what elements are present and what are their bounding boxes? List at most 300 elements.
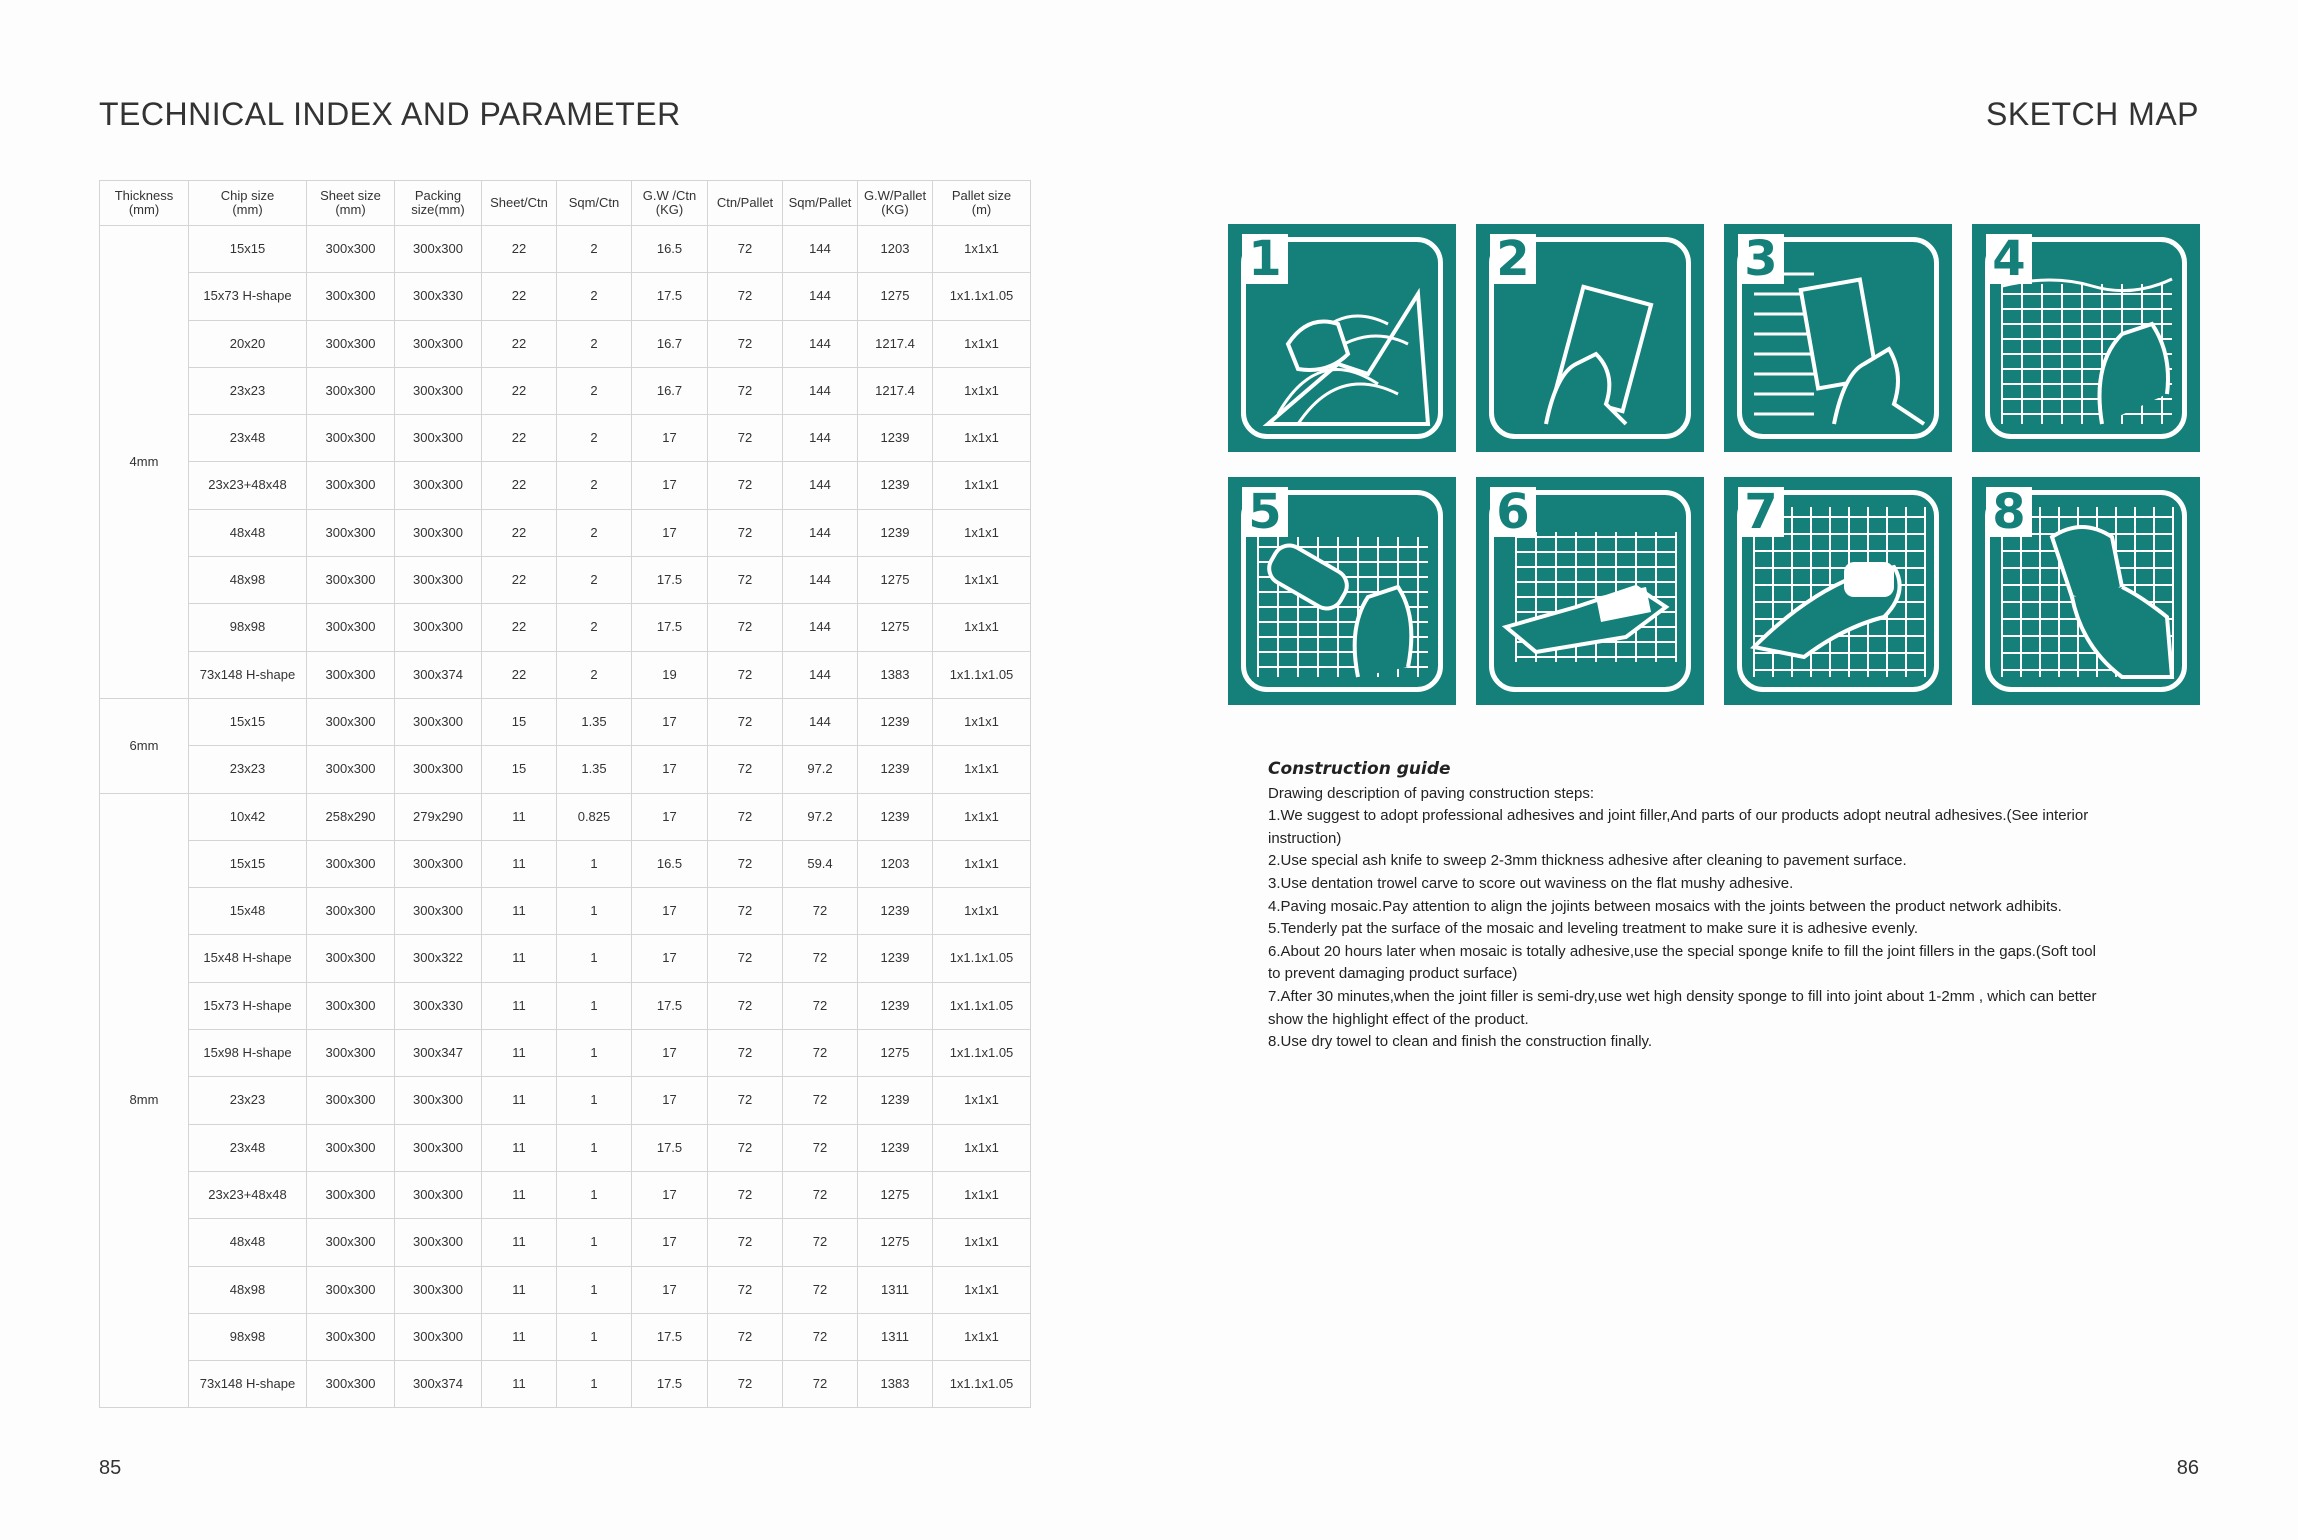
table-cell: 1203: [858, 840, 933, 887]
table-cell: 300x300: [307, 651, 395, 698]
table-cell: 72: [708, 415, 783, 462]
column-header-unit: (mm): [232, 202, 263, 217]
table-cell: 97.2: [783, 746, 858, 793]
table-cell: 1x1.1x1.05: [933, 935, 1031, 982]
table-cell: 72: [783, 1124, 858, 1171]
table-row: [100, 935, 1031, 982]
table-cell: 1x1x1: [933, 1219, 1031, 1266]
table-cell: 279x290: [395, 793, 482, 840]
table-cell: 1275: [858, 604, 933, 651]
table-cell: 300x374: [395, 651, 482, 698]
column-header: [189, 181, 307, 226]
guide-line: 4.Paving mosaic.Pay attention to align the jojints between mosaics with the joints between the product network adhibits.: [1268, 897, 2062, 915]
table-cell: 72: [708, 462, 783, 509]
table-cell: 1: [557, 1313, 632, 1360]
table-cell: 20x20: [189, 320, 307, 367]
table-cell: 1275: [858, 1030, 933, 1077]
table-cell: 300x300: [307, 1171, 395, 1218]
table-cell: 1239: [858, 415, 933, 462]
table-cell: 1311: [858, 1313, 933, 1360]
table-cell: 2: [557, 557, 632, 604]
table-cell: 300x300: [395, 840, 482, 887]
column-header-label: Packing: [414, 187, 462, 203]
table-cell: 1: [557, 1077, 632, 1124]
column-header-label: Sheet size: [320, 187, 381, 203]
table-cell: 1: [557, 1219, 632, 1266]
table-cell: 1239: [858, 462, 933, 509]
table-cell: 11: [482, 1266, 557, 1313]
table-cell: 15: [482, 698, 557, 745]
table-row: [100, 1266, 1031, 1313]
table-cell: 1x1x1: [933, 1171, 1031, 1218]
table-row: [100, 746, 1031, 793]
table-cell: 72: [708, 367, 783, 414]
table-cell: 300x300: [307, 982, 395, 1029]
thickness-cell: 8mm: [100, 793, 189, 1408]
table-cell: 300x300: [395, 462, 482, 509]
table-cell: 1: [557, 1171, 632, 1218]
table-cell: 11: [482, 1361, 557, 1408]
step-number: 5: [1242, 487, 1288, 537]
table-cell: 1.35: [557, 698, 632, 745]
table-cell: 72: [708, 888, 783, 935]
table-cell: 1239: [858, 1077, 933, 1124]
table-cell: 1x1x1: [933, 1124, 1031, 1171]
table-cell: 72: [708, 1077, 783, 1124]
table-cell: 0.825: [557, 793, 632, 840]
table-cell: 1203: [858, 226, 933, 273]
table-cell: 72: [708, 1219, 783, 1266]
column-header: [783, 181, 858, 226]
table-cell: 1: [557, 935, 632, 982]
table-cell: 72: [708, 698, 783, 745]
table-cell: 300x300: [307, 888, 395, 935]
table-cell: 2: [557, 320, 632, 367]
table-cell: 11: [482, 1124, 557, 1171]
table-cell: 300x300: [307, 1124, 395, 1171]
table-cell: 17: [632, 746, 708, 793]
sketch-map-grid: [1228, 224, 2200, 705]
table-cell: 23x23: [189, 746, 307, 793]
table-cell: 300x300: [307, 1030, 395, 1077]
table-cell: 144: [783, 509, 858, 556]
table-cell: 17: [632, 1219, 708, 1266]
table-cell: 72: [783, 1313, 858, 1360]
table-cell: 72: [783, 888, 858, 935]
table-cell: 300x300: [307, 840, 395, 887]
table-cell: 22: [482, 320, 557, 367]
table-cell: 300x300: [395, 604, 482, 651]
table-row: [100, 888, 1031, 935]
table-cell: 1: [557, 888, 632, 935]
table-cell: 300x300: [307, 509, 395, 556]
table-cell: 15x73 H-shape: [189, 273, 307, 320]
table-row: [100, 509, 1031, 556]
guide-line: Drawing description of paving construction steps:: [1268, 784, 1595, 802]
table-row: [100, 1124, 1031, 1171]
column-header-unit: (mm): [335, 202, 366, 217]
table-cell: 72: [708, 746, 783, 793]
table-cell: 300x300: [307, 557, 395, 604]
column-header-label: Chip size: [220, 187, 275, 203]
table-cell: 1x1x1: [933, 1266, 1031, 1313]
table-cell: 144: [783, 415, 858, 462]
table-cell: 72: [708, 935, 783, 982]
table-cell: 300x300: [395, 367, 482, 414]
technical-parameter-table: [99, 180, 1031, 1408]
table-row: [100, 651, 1031, 698]
table-cell: 1383: [858, 1361, 933, 1408]
table-cell: 72: [783, 935, 858, 982]
table-cell: 300x300: [395, 1266, 482, 1313]
table-cell: 300x300: [307, 226, 395, 273]
table-cell: 15x48: [189, 888, 307, 935]
table-cell: 22: [482, 462, 557, 509]
table-cell: 23x23: [189, 367, 307, 414]
table-cell: 72: [708, 840, 783, 887]
table-cell: 144: [783, 604, 858, 651]
table-cell: 300x374: [395, 1361, 482, 1408]
column-header-label: Thickness: [114, 187, 174, 203]
table-row: [100, 320, 1031, 367]
sketch-step-2: [1476, 224, 1704, 452]
table-cell: 48x98: [189, 1266, 307, 1313]
table-cell: 1x1.1x1.05: [933, 273, 1031, 320]
column-header: [307, 181, 395, 226]
table-cell: 300x300: [307, 1219, 395, 1266]
table-cell: 23x48: [189, 1124, 307, 1171]
page-number-right: 86: [2176, 1457, 2199, 1479]
table-cell: 22: [482, 651, 557, 698]
table-cell: 1x1x1: [933, 1313, 1031, 1360]
table-cell: 11: [482, 1313, 557, 1360]
column-header: [557, 181, 632, 226]
table-cell: 1x1.1x1.05: [933, 1030, 1031, 1077]
table-cell: 72: [783, 982, 858, 1029]
table-cell: 1239: [858, 935, 933, 982]
table-cell: 2: [557, 462, 632, 509]
guide-line: 6.About 20 hours later when mosaic is totally adhesive,use the special sponge knife to fill the joint fillers in the gaps.(Soft tool to prevent damaging product surface): [1268, 942, 2096, 983]
column-header: [100, 181, 189, 226]
table-cell: 72: [708, 509, 783, 556]
table-cell: 144: [783, 698, 858, 745]
table-cell: 72: [708, 320, 783, 367]
table-cell: 1x1.1x1.05: [933, 1361, 1031, 1408]
table-cell: 17: [632, 415, 708, 462]
table-cell: 1275: [858, 1171, 933, 1218]
table-cell: 300x300: [395, 1219, 482, 1266]
table-cell: 17.5: [632, 604, 708, 651]
table-cell: 17: [632, 1077, 708, 1124]
table-cell: 2: [557, 367, 632, 414]
table-row: [100, 226, 1031, 273]
step-number: 1: [1242, 234, 1288, 284]
table-cell: 300x300: [307, 935, 395, 982]
thickness-cell: 4mm: [100, 226, 189, 699]
right-page-title: SKETCH MAP: [1985, 96, 2199, 132]
table-cell: 98x98: [189, 604, 307, 651]
table-cell: 1239: [858, 509, 933, 556]
guide-line: 2.Use special ash knife to sweep 2-3mm thickness adhesive after cleaning to pavement surface.: [1268, 852, 1907, 870]
step-number: 3: [1738, 234, 1784, 284]
column-header-label: Sqm/Ctn: [568, 194, 620, 210]
table-cell: 17: [632, 793, 708, 840]
table-row: [100, 1361, 1031, 1408]
table-cell: 300x300: [307, 1266, 395, 1313]
construction-guide-title: Construction guide: [1268, 759, 1451, 779]
table-cell: 300x300: [395, 226, 482, 273]
table-cell: 72: [708, 1361, 783, 1408]
table-cell: 59.4: [783, 840, 858, 887]
table-cell: 72: [708, 1124, 783, 1171]
table-cell: 72: [708, 1313, 783, 1360]
table-cell: 1x1x1: [933, 746, 1031, 793]
table-cell: 300x330: [395, 982, 482, 1029]
table-cell: 144: [783, 226, 858, 273]
column-header-label: Sheet/Ctn: [490, 194, 548, 210]
sketch-step-7: [1724, 477, 1952, 705]
table-cell: 11: [482, 1030, 557, 1077]
table-cell: 22: [482, 367, 557, 414]
sketch-step-3: [1724, 224, 1952, 452]
table-cell: 11: [482, 935, 557, 982]
table-cell: 1239: [858, 793, 933, 840]
table-cell: 16.5: [632, 840, 708, 887]
table-cell: 17: [632, 888, 708, 935]
table-cell: 144: [783, 462, 858, 509]
table-cell: 15x48 H-shape: [189, 935, 307, 982]
table-cell: 1: [557, 1361, 632, 1408]
table-cell: 72: [708, 1266, 783, 1313]
construction-guide-text: [1268, 783, 2108, 1054]
guide-line: 1.We suggest to adopt professional adhesives and joint filler,And parts of our products adopt neutral adhesives.(See interior instruction): [1268, 807, 2089, 847]
construction-guide: [1268, 758, 2108, 1054]
table-cell: 17.5: [632, 982, 708, 1029]
table-cell: 72: [708, 982, 783, 1029]
table-row: [100, 1030, 1031, 1077]
table-cell: 17.5: [632, 1124, 708, 1171]
table-cell: 1275: [858, 1219, 933, 1266]
table-cell: 72: [783, 1219, 858, 1266]
table-cell: 17.5: [632, 1313, 708, 1360]
table-cell: 17: [632, 935, 708, 982]
table-row: [100, 1313, 1031, 1360]
sketch-step-4: [1972, 224, 2200, 452]
table-cell: 1: [557, 840, 632, 887]
table-cell: 17: [632, 698, 708, 745]
table-cell: 300x300: [307, 746, 395, 793]
table-cell: 19: [632, 651, 708, 698]
table-cell: 72: [708, 226, 783, 273]
table-row: [100, 604, 1031, 651]
table-cell: 1: [557, 1266, 632, 1313]
table-cell: 144: [783, 651, 858, 698]
table-cell: 1x1x1: [933, 604, 1031, 651]
table-cell: 2: [557, 226, 632, 273]
table-cell: 300x300: [395, 415, 482, 462]
table-cell: 300x322: [395, 935, 482, 982]
table-cell: 1x1x1: [933, 509, 1031, 556]
table-cell: 15x15: [189, 226, 307, 273]
column-header-label: Pallet size: [951, 187, 1012, 203]
table-cell: 11: [482, 1219, 557, 1266]
table-cell: 258x290: [307, 793, 395, 840]
table-cell: 2: [557, 415, 632, 462]
table-cell: 2: [557, 509, 632, 556]
table-cell: 48x98: [189, 557, 307, 604]
column-header: [933, 181, 1031, 226]
table-cell: 300x300: [395, 509, 482, 556]
table-cell: 23x23: [189, 1077, 307, 1124]
left-page-title: TECHNICAL INDEX AND PARAMETER: [99, 96, 681, 132]
column-header-label: G.W/Pallet: [863, 187, 927, 203]
table-cell: 1x1x1: [933, 793, 1031, 840]
table-cell: 22: [482, 509, 557, 556]
column-header-label: Ctn/Pallet: [716, 194, 774, 210]
table-cell: 48x48: [189, 509, 307, 556]
table-cell: 15x98 H-shape: [189, 1030, 307, 1077]
table-cell: 11: [482, 1171, 557, 1218]
table-cell: 300x330: [395, 273, 482, 320]
table-cell: 2: [557, 651, 632, 698]
table-cell: 144: [783, 367, 858, 414]
sketch-step-6: [1476, 477, 1704, 705]
table-cell: 23x23+48x48: [189, 462, 307, 509]
table-row: [100, 1171, 1031, 1218]
table-cell: 2: [557, 604, 632, 651]
table-cell: 300x300: [395, 320, 482, 367]
table-row: [100, 793, 1031, 840]
table-cell: 1x1x1: [933, 462, 1031, 509]
table-row: [100, 415, 1031, 462]
table-cell: 1275: [858, 273, 933, 320]
step-number: 8: [1986, 487, 2032, 537]
table-cell: 1: [557, 1124, 632, 1171]
table-row: [100, 273, 1031, 320]
table-cell: 10x42: [189, 793, 307, 840]
table-cell: 300x300: [395, 557, 482, 604]
table-header-row: [100, 181, 1031, 226]
table-cell: 1x1x1: [933, 888, 1031, 935]
column-header: [632, 181, 708, 226]
table-cell: 72: [783, 1361, 858, 1408]
table-cell: 300x300: [307, 1077, 395, 1124]
table-cell: 17.5: [632, 273, 708, 320]
table-cell: 1.35: [557, 746, 632, 793]
table-cell: 22: [482, 273, 557, 320]
guide-line: 3.Use dentation trowel carve to score out waviness on the flat mushy adhesive.: [1268, 874, 1794, 892]
table-row: [100, 1077, 1031, 1124]
table-cell: 17.5: [632, 1361, 708, 1408]
table-cell: 1x1x1: [933, 320, 1031, 367]
table-cell: 144: [783, 557, 858, 604]
table-cell: 300x347: [395, 1030, 482, 1077]
guide-line: 7.After 30 minutes,when the joint filler is semi-dry,use wet high density sponge to fill into joint about 1-2mm , which can better show the highlight effect of the product.: [1268, 987, 2097, 1028]
table-cell: 300x300: [307, 462, 395, 509]
table-cell: 17: [632, 1171, 708, 1218]
table-cell: 300x300: [395, 1077, 482, 1124]
sketch-step-8: [1972, 477, 2200, 705]
column-header-unit: (KG): [655, 202, 684, 217]
table-cell: 300x300: [307, 320, 395, 367]
table-cell: 300x300: [307, 367, 395, 414]
table-cell: 16.5: [632, 226, 708, 273]
column-header-label: Sqm/Pallet: [788, 194, 852, 210]
table-cell: 1: [557, 1030, 632, 1077]
guide-line: 8.Use dry towel to clean and finish the construction finally.: [1268, 1033, 1653, 1051]
table-cell: 300x300: [395, 746, 482, 793]
table-cell: 97.2: [783, 793, 858, 840]
table-cell: 300x300: [395, 888, 482, 935]
table-cell: 17: [632, 509, 708, 556]
table-cell: 1x1x1: [933, 367, 1031, 414]
table-cell: 22: [482, 604, 557, 651]
table-row: [100, 982, 1031, 1029]
table-cell: 300x300: [395, 1171, 482, 1218]
table-cell: 72: [708, 651, 783, 698]
table-cell: 1239: [858, 746, 933, 793]
table-cell: 48x48: [189, 1219, 307, 1266]
table-cell: 11: [482, 1077, 557, 1124]
guide-line: 5.Tenderly pat the surface of the mosaic and leveling treatment to make sure it is adhesive evenly.: [1268, 920, 1919, 938]
table-cell: 72: [783, 1171, 858, 1218]
table-cell: 17: [632, 1266, 708, 1313]
table-cell: 144: [783, 273, 858, 320]
table-cell: 15x15: [189, 840, 307, 887]
table-row: [100, 1219, 1031, 1266]
table-cell: 300x300: [395, 1124, 482, 1171]
table-cell: 22: [482, 415, 557, 462]
table-cell: 1x1.1x1.05: [933, 982, 1031, 1029]
table-cell: 300x300: [307, 273, 395, 320]
table-cell: 72: [783, 1077, 858, 1124]
table-cell: 1239: [858, 1124, 933, 1171]
table-row: [100, 367, 1031, 414]
table-cell: 2: [557, 273, 632, 320]
table-cell: 11: [482, 840, 557, 887]
table-cell: 300x300: [307, 604, 395, 651]
table-cell: 72: [783, 1266, 858, 1313]
table-cell: 1x1x1: [933, 1077, 1031, 1124]
table-cell: 15x73 H-shape: [189, 982, 307, 1029]
table-cell: 144: [783, 320, 858, 367]
table-cell: 11: [482, 982, 557, 1029]
table-cell: 1217.4: [858, 367, 933, 414]
table-cell: 17.5: [632, 557, 708, 604]
step-number: 2: [1490, 234, 1536, 284]
table-cell: 1x1.1x1.05: [933, 651, 1031, 698]
table-cell: 22: [482, 226, 557, 273]
table-cell: 300x300: [307, 698, 395, 745]
table-cell: 1217.4: [858, 320, 933, 367]
table-row: [100, 840, 1031, 887]
thickness-cell: 6mm: [100, 698, 189, 793]
table-cell: 16.7: [632, 367, 708, 414]
table-cell: 300x300: [395, 698, 482, 745]
table-cell: 1275: [858, 557, 933, 604]
table-cell: 1311: [858, 1266, 933, 1313]
table-cell: 15x15: [189, 698, 307, 745]
sketch-step-5: [1228, 477, 1456, 705]
step-number: 7: [1738, 487, 1784, 537]
table-cell: 23x48: [189, 415, 307, 462]
table-cell: 1x1x1: [933, 226, 1031, 273]
table-cell: 1383: [858, 651, 933, 698]
column-header-unit: (mm): [128, 202, 160, 217]
table-body: [100, 226, 1031, 1408]
column-header-unit: size(mm): [411, 202, 465, 217]
table-cell: 11: [482, 888, 557, 935]
